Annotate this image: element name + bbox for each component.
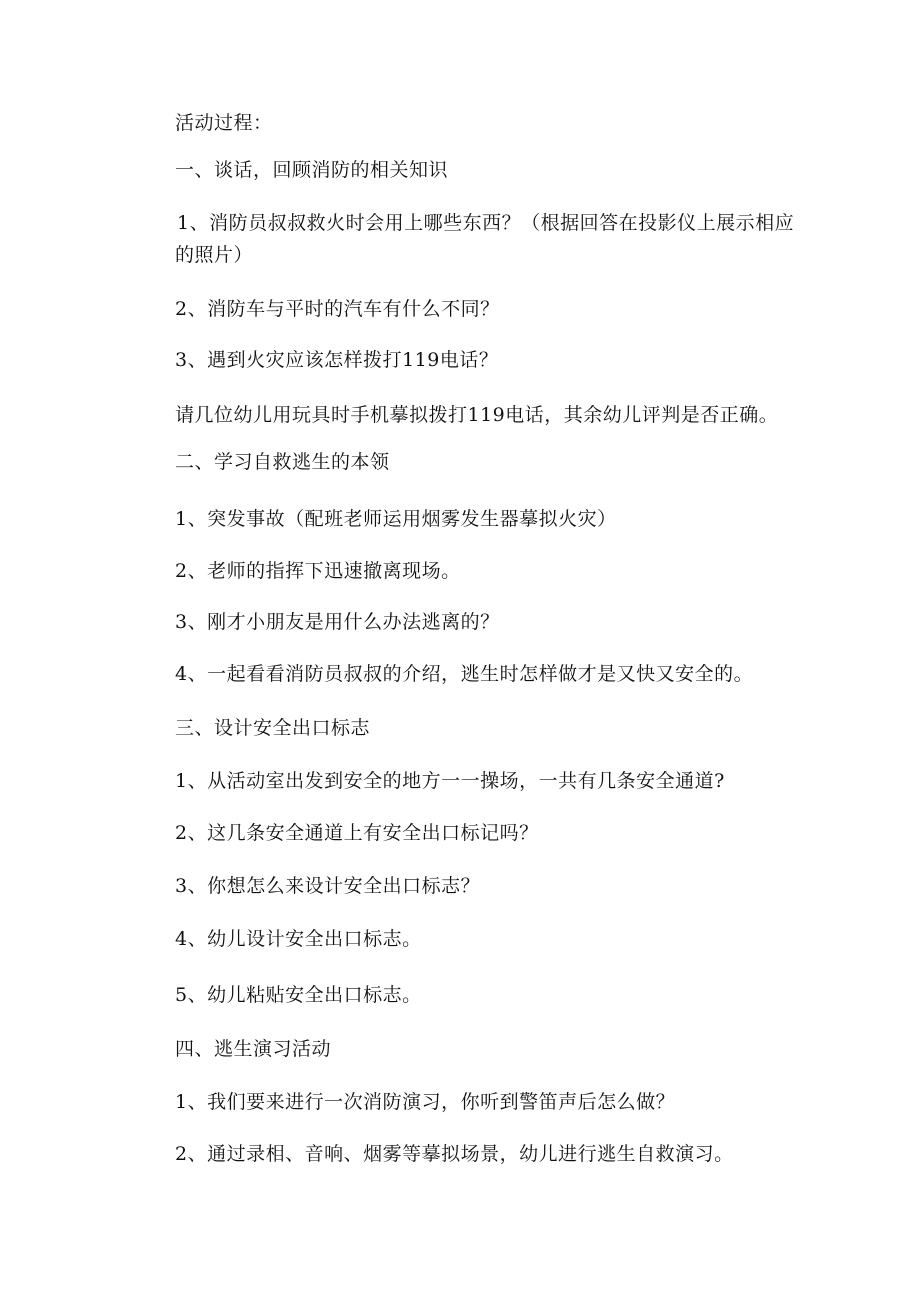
section-1-item-1: 1、消防员叔叔救火时会用上哪些东西？（根据回答在投影仪上展示相应的照片） — [175, 212, 795, 266]
section-3-item-2: 2、这几条安全通道上有安全出口标记吗？ — [175, 822, 539, 844]
section-3-title: 三、设计安全出口标志 — [175, 717, 371, 739]
section-3-item-4: 4、幼儿设计安全出口标志。 — [175, 928, 422, 950]
section-3-item-5: 5、幼儿粘贴安全出口标志。 — [175, 984, 422, 1006]
section-4-title: 四、逃生演习活动 — [175, 1038, 332, 1060]
activity-process-heading: 活动过程： — [175, 112, 273, 134]
section-2-item-4: 4、一起看看消防员叔叔的介绍，逃生时怎样做才是又快又安全的。 — [175, 663, 754, 685]
section-4-item-2: 2、通过录相、音响、烟雾等摹拟场景，幼儿进行逃生自救演习。 — [175, 1143, 734, 1165]
section-4-item-1: 1、我们要来进行一次消防演习，你听到警笛声后怎么做？ — [175, 1091, 676, 1113]
section-1-title: 一、谈话，回顾消防的相关知识 — [175, 159, 449, 181]
section-3-item-1: 1、从活动室出发到安全的地方一一操场，一共有几条安全通道? — [175, 770, 725, 792]
section-3-item-3: 3、你想怎么来设计安全出口标志？ — [175, 875, 481, 897]
section-2-title: 二、学习自救逃生的本领 — [175, 451, 390, 473]
section-1-note: 请几位幼儿用玩具时手机摹拟拨打119电话，其余幼儿评判是否正确。 — [175, 404, 779, 426]
section-1-item-3: 3、遇到火灾应该怎样拨打119电话？ — [175, 349, 499, 371]
section-2-item-3: 3、刚才小朋友是用什么办法逃离的？ — [175, 611, 500, 633]
section-2-item-1: 1、突发事故（配班老师运用烟雾发生器摹拟火灾） — [175, 508, 617, 530]
section-2-item-2: 2、老师的指挥下迅速撤离现场。 — [175, 560, 461, 582]
section-1-item-2: 2、消防车与平时的汽车有什么不同？ — [175, 298, 500, 320]
